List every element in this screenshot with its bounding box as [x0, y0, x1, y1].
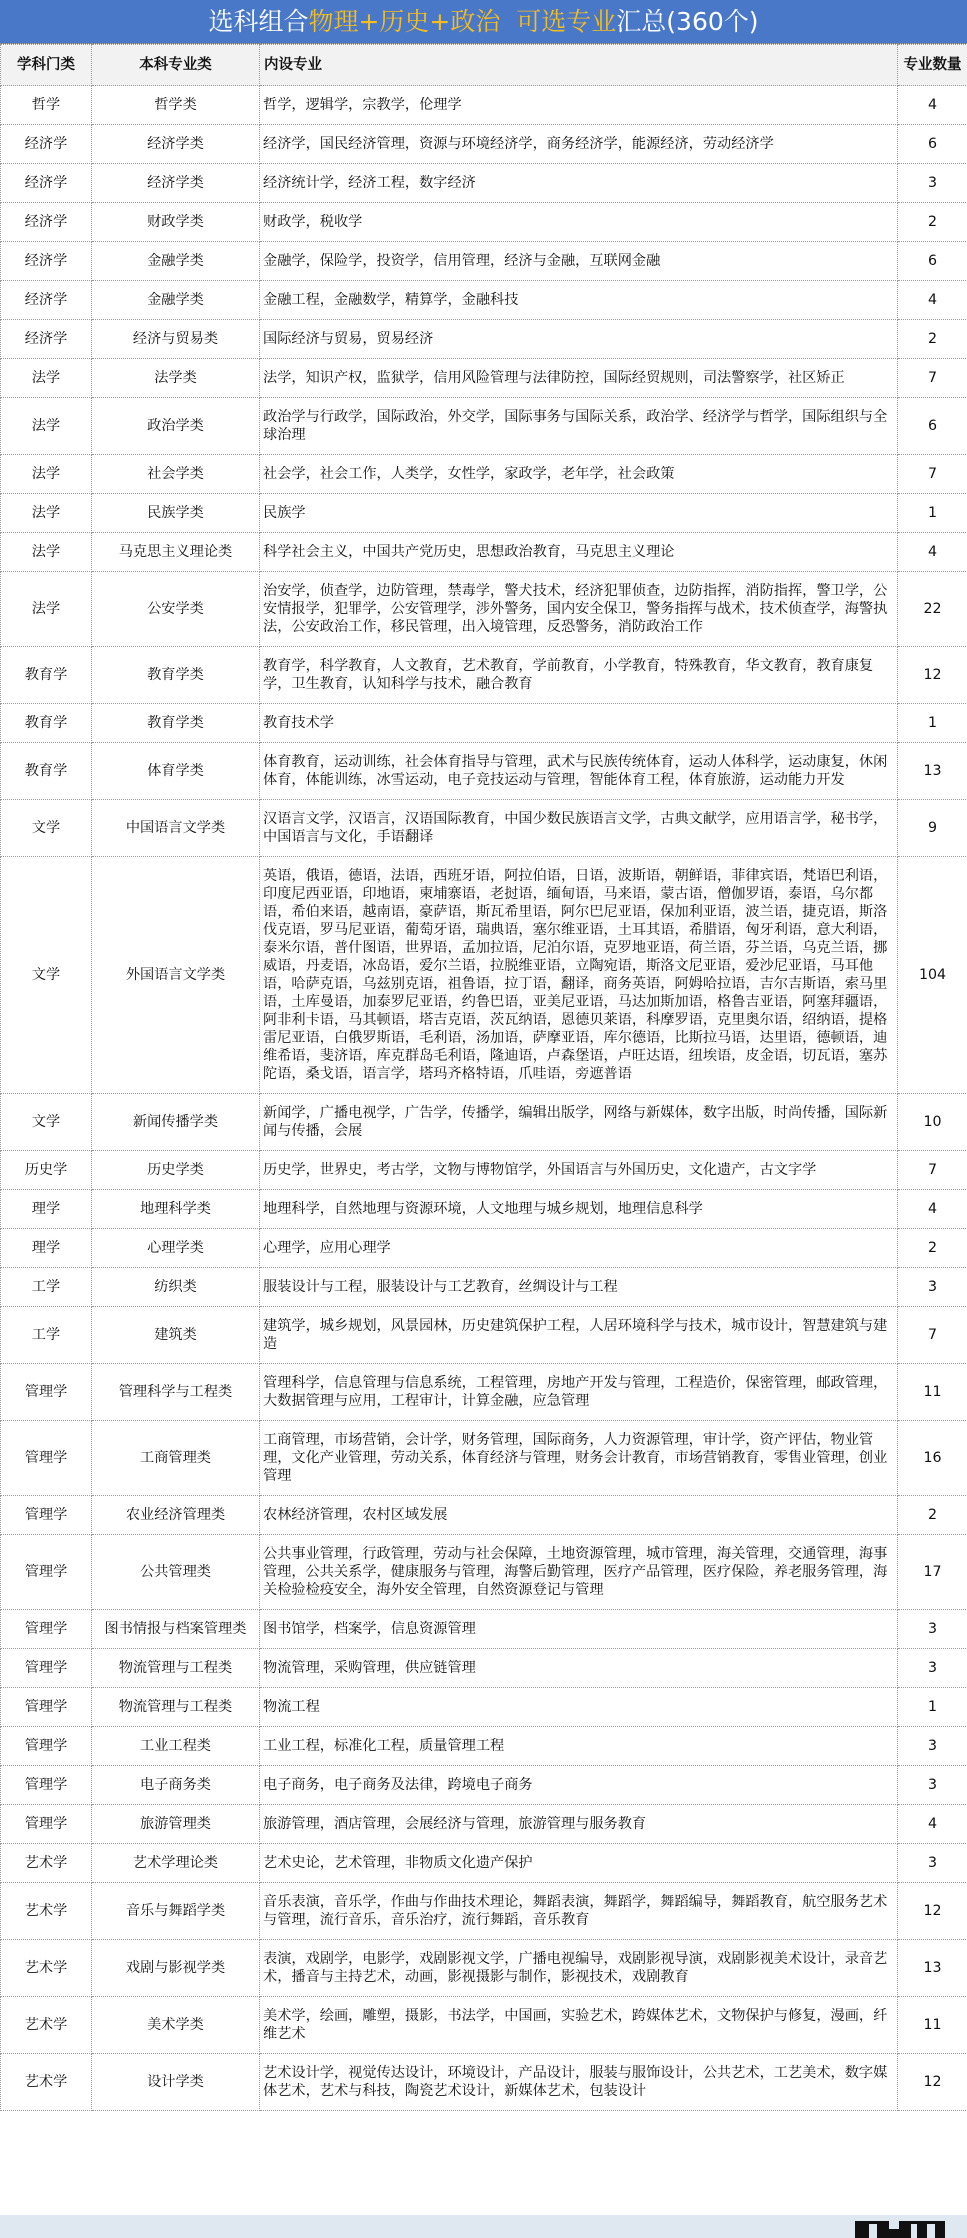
category-cell: 法学: [1, 533, 92, 572]
majors-cell: 物流管理，采购管理，供应链管理: [260, 1649, 898, 1688]
category-cell: 经济学: [1, 125, 92, 164]
count-cell: 11: [898, 1997, 967, 2054]
page-title: [0, 0, 967, 44]
majors-cell: 教育学，科学教育，人文教育，艺术教育，学前教育，小学教育，特殊教育，华文教育，教育康复学，卫生教育，认知科学与技术，融合教育: [260, 647, 898, 704]
category-cell: 哲学: [1, 86, 92, 125]
category-cell: 法学: [1, 572, 92, 647]
header-major-class: 本科专业类: [92, 45, 260, 86]
majors-cell: 法学，知识产权，监狱学，信用风险管理与法律防控，国际经贸规则，司法警察学，社区矫正: [260, 359, 898, 398]
category-cell: 文学: [1, 800, 92, 857]
major-class-cell: 公安学类: [92, 572, 260, 647]
majors-cell: 图书馆学，档案学，信息资源管理: [260, 1610, 898, 1649]
majors-cell: 财政学，税收学: [260, 203, 898, 242]
major-class-cell: 金融学类: [92, 281, 260, 320]
category-cell: 经济学: [1, 320, 92, 359]
count-cell: 17: [898, 1535, 967, 1610]
table-row: [1, 1883, 967, 1940]
category-cell: 文学: [1, 1094, 92, 1151]
table-row: [1, 1688, 967, 1727]
major-class-cell: 金融学类: [92, 242, 260, 281]
category-cell: 管理学: [1, 1535, 92, 1610]
major-class-cell: 管理科学与工程类: [92, 1364, 260, 1421]
category-cell: 理学: [1, 1190, 92, 1229]
major-class-cell: 物流管理与工程类: [92, 1688, 260, 1727]
table-body: [1, 86, 967, 2111]
majors-cell: 体育教育，运动训练，社会体育指导与管理，武术与民族传统体育，运动人体科学，运动康复，休闲体育，体能训练，冰雪运动，电子竞技运动与管理，智能体育工程，体育旅游，运动能力开发: [260, 743, 898, 800]
major-class-cell: 电子商务类: [92, 1766, 260, 1805]
count-cell: 4: [898, 1190, 967, 1229]
table-row: [1, 1766, 967, 1805]
category-cell: 管理学: [1, 1766, 92, 1805]
category-cell: 教育学: [1, 743, 92, 800]
majors-cell: 经济学，国民经济管理，资源与环境经济学，商务经济学，能源经济，劳动经济学: [260, 125, 898, 164]
count-cell: 6: [898, 398, 967, 455]
category-cell: 管理学: [1, 1496, 92, 1535]
major-class-cell: 美术学类: [92, 1997, 260, 2054]
major-class-cell: 艺术学理论类: [92, 1844, 260, 1883]
majors-cell: 工业工程，标准化工程，质量管理工程: [260, 1727, 898, 1766]
count-cell: 12: [898, 647, 967, 704]
table-row: [1, 203, 967, 242]
table-row: [1, 1496, 967, 1535]
major-class-cell: 政治学类: [92, 398, 260, 455]
header-count: 专业数量: [898, 45, 967, 86]
table-row: [1, 1364, 967, 1421]
majors-cell: 心理学，应用心理学: [260, 1229, 898, 1268]
table-row: [1, 242, 967, 281]
category-cell: 历史学: [1, 1151, 92, 1190]
table-row: [1, 86, 967, 125]
count-cell: 104: [898, 857, 967, 1094]
count-cell: 1: [898, 494, 967, 533]
majors-cell: 工商管理，市场营销，会计学，财务管理，国际商务，人力资源管理，审计学，资产评估，物业管理，文化产业管理，劳动关系，体育经济与管理，财务会计教育，市场营销教育，零售业管理，创业管理: [260, 1421, 898, 1496]
count-cell: 12: [898, 2054, 967, 2111]
category-cell: 管理学: [1, 1610, 92, 1649]
major-class-cell: 经济与贸易类: [92, 320, 260, 359]
majors-cell: 哲学，逻辑学，宗教学，伦理学: [260, 86, 898, 125]
majors-cell: 物流工程: [260, 1688, 898, 1727]
count-cell: 3: [898, 1844, 967, 1883]
major-class-cell: 法学类: [92, 359, 260, 398]
count-cell: 12: [898, 1883, 967, 1940]
count-cell: 7: [898, 359, 967, 398]
major-class-cell: 中国语言文学类: [92, 800, 260, 857]
count-cell: 4: [898, 86, 967, 125]
major-class-cell: 新闻传播学类: [92, 1094, 260, 1151]
major-class-cell: 经济学类: [92, 164, 260, 203]
category-cell: 教育学: [1, 647, 92, 704]
majors-cell: 建筑学，城乡规划，风景园林，历史建筑保护工程，人居环境科学与技术，城市设计，智慧建筑与建造: [260, 1307, 898, 1364]
count-cell: 22: [898, 572, 967, 647]
majors-cell: 社会学，社会工作，人类学，女性学，家政学，老年学，社会政策: [260, 455, 898, 494]
count-cell: 2: [898, 1496, 967, 1535]
table-row: [1, 857, 967, 1094]
major-class-cell: 民族学类: [92, 494, 260, 533]
major-class-cell: 纺织类: [92, 1268, 260, 1307]
table-row: [1, 1649, 967, 1688]
major-class-cell: 哲学类: [92, 86, 260, 125]
majors-cell: 金融学，保险学，投资学，信用管理，经济与金融，互联网金融: [260, 242, 898, 281]
table-row: [1, 398, 967, 455]
count-cell: 3: [898, 1766, 967, 1805]
major-class-cell: 外国语言文学类: [92, 857, 260, 1094]
table-row: [1, 647, 967, 704]
title-prefix: 选科组合: [208, 7, 309, 36]
count-cell: 11: [898, 1364, 967, 1421]
count-cell: 3: [898, 1727, 967, 1766]
table-row: [1, 164, 967, 203]
major-class-cell: 农业经济管理类: [92, 1496, 260, 1535]
category-cell: 经济学: [1, 281, 92, 320]
table-row: [1, 455, 967, 494]
majors-cell: 音乐表演，音乐学，作曲与作曲技术理论，舞蹈表演，舞蹈学，舞蹈编导，舞蹈教育，航空服务艺术与管理，流行音乐，音乐治疗，流行舞蹈，音乐教育: [260, 1883, 898, 1940]
major-class-cell: 历史学类: [92, 1151, 260, 1190]
table-row: [1, 743, 967, 800]
table-row: [1, 800, 967, 857]
majors-table: [0, 44, 967, 2111]
category-cell: 文学: [1, 857, 92, 1094]
major-class-cell: 地理科学类: [92, 1190, 260, 1229]
major-class-cell: 音乐与舞蹈学类: [92, 1883, 260, 1940]
major-class-cell: 心理学类: [92, 1229, 260, 1268]
majors-cell: 农林经济管理，农村区域发展: [260, 1496, 898, 1535]
title-optional-majors: 可选专业: [516, 7, 617, 36]
category-cell: 法学: [1, 455, 92, 494]
majors-cell: 治安学，侦查学，边防管理，禁毒学，警犬技术，经济犯罪侦查，边防指挥，消防指挥，警卫学，公安情报学，犯罪学，公安管理学，涉外警务，国内安全保卫，警务指挥与战术，技术侦查学，海警执法，公安政治工作，移民管理，出入境管理，反恐警务，消防政治工作: [260, 572, 898, 647]
table-row: [1, 1535, 967, 1610]
majors-cell: 英语，俄语，德语，法语，西班牙语，阿拉伯语，日语，波斯语，朝鲜语，菲律宾语，梵语巴利语，印度尼西亚语，印地语，柬埔寨语，老挝语，缅甸语，马来语，蒙古语，僧伽罗语，泰语，乌尔都语，希伯来语，越南语，豪萨语，斯瓦希里语，阿尔巴尼亚语，保加利亚语，波兰语，捷克语，斯洛伐克语，罗马尼亚语，葡萄牙语，瑞典语，塞尔维亚语，土耳其语，希腊语，匈牙利语，意大利语，泰米尔语，普什图语，世界语，孟加拉语，尼泊尔语，克罗地亚语，荷兰语，芬兰语，乌克兰语，挪威语，丹麦语，冰岛语，爱尔兰语，拉脱维亚语，立陶宛语，斯洛文尼亚语，爱沙尼亚语，马耳他语，哈萨克语，乌兹别克语，祖鲁语，拉丁语，翻译，商务英语，阿姆哈拉语，吉尔吉斯语，索马里语，土库曼语，加泰罗尼亚语，约鲁巴语，亚美尼亚语，马达加斯加语，格鲁吉亚语，阿塞拜疆语，阿非利卡语，马其顿语，塔吉克语，茨瓦纳语，恩德贝莱语，科摩罗语，克里奥尔语，绍纳语，提格雷尼亚语，白俄罗斯语，毛利语，汤加语，萨摩亚语，库尔德语，比斯拉马语，达里语，德顿语，迪维希语，斐济语，库克群岛毛利语，隆迪语，卢森堡语，卢旺达语，纽埃语，皮金语，切瓦语，塞苏陀语，桑戈语，语言学，塔玛齐格特语，爪哇语，旁遮普语: [260, 857, 898, 1094]
category-cell: 工学: [1, 1307, 92, 1364]
count-cell: 3: [898, 1649, 967, 1688]
majors-cell: 电子商务，电子商务及法律，跨境电子商务: [260, 1766, 898, 1805]
table-row: [1, 1610, 967, 1649]
count-cell: 3: [898, 1268, 967, 1307]
table-row: [1, 1229, 967, 1268]
count-cell: 3: [898, 1610, 967, 1649]
majors-cell: 教育技术学: [260, 704, 898, 743]
majors-cell: 科学社会主义，中国共产党历史，思想政治教育，马克思主义理论: [260, 533, 898, 572]
footer-band: [0, 2215, 967, 2238]
majors-cell: 金融工程，金融数学，精算学，金融科技: [260, 281, 898, 320]
table-row: [1, 1844, 967, 1883]
major-class-cell: 工业工程类: [92, 1727, 260, 1766]
table-row: [1, 281, 967, 320]
category-cell: 经济学: [1, 203, 92, 242]
table-row: [1, 2054, 967, 2111]
major-class-cell: 教育学类: [92, 647, 260, 704]
category-cell: 管理学: [1, 1364, 92, 1421]
count-cell: 2: [898, 320, 967, 359]
table-row: [1, 1190, 967, 1229]
category-cell: 艺术学: [1, 1844, 92, 1883]
count-cell: 16: [898, 1421, 967, 1496]
table-row: [1, 320, 967, 359]
category-cell: 管理学: [1, 1421, 92, 1496]
count-cell: 4: [898, 533, 967, 572]
category-cell: 经济学: [1, 164, 92, 203]
count-cell: 6: [898, 242, 967, 281]
major-class-cell: 工商管理类: [92, 1421, 260, 1496]
category-cell: 管理学: [1, 1688, 92, 1727]
table-row: [1, 572, 967, 647]
category-cell: 艺术学: [1, 2054, 92, 2111]
category-cell: 艺术学: [1, 1997, 92, 2054]
major-class-cell: 图书情报与档案管理类: [92, 1610, 260, 1649]
major-class-cell: 物流管理与工程类: [92, 1649, 260, 1688]
category-cell: 工学: [1, 1268, 92, 1307]
count-cell: 1: [898, 704, 967, 743]
majors-cell: 经济统计学，经济工程，数字经济: [260, 164, 898, 203]
table-row: [1, 1421, 967, 1496]
table-row: [1, 359, 967, 398]
majors-cell: 国际经济与贸易，贸易经济: [260, 320, 898, 359]
category-cell: 艺术学: [1, 1940, 92, 1997]
majors-cell: 历史学，世界史，考古学，文物与博物馆学，外国语言与外国历史，文化遗产，古文字学: [260, 1151, 898, 1190]
header-category: 学科门类: [1, 45, 92, 86]
major-class-cell: 建筑类: [92, 1307, 260, 1364]
table-row: [1, 1940, 967, 1997]
category-cell: 法学: [1, 494, 92, 533]
majors-cell: 公共事业管理，行政管理，劳动与社会保障，土地资源管理，城市管理，海关管理，交通管理，海事管理，公共关系学，健康服务与管理，海警后勤管理，医疗产品管理，医疗保险，养老服务管理，海关检验检疫安全，海外安全管理，自然资源登记与管理: [260, 1535, 898, 1610]
majors-cell: 民族学: [260, 494, 898, 533]
majors-cell: 汉语言文学，汉语言，汉语国际教育，中国少数民族语言文学，古典文献学，应用语言学，秘书学，中国语言与文化，手语翻译: [260, 800, 898, 857]
table-row: [1, 1727, 967, 1766]
table-row: [1, 1997, 967, 2054]
count-cell: 4: [898, 1805, 967, 1844]
major-class-cell: 经济学类: [92, 125, 260, 164]
count-cell: 2: [898, 203, 967, 242]
header-majors: 内设专业: [260, 45, 898, 86]
count-cell: 13: [898, 1940, 967, 1997]
major-class-cell: 社会学类: [92, 455, 260, 494]
majors-cell: 艺术史论，艺术管理，非物质文化遗产保护: [260, 1844, 898, 1883]
category-cell: 管理学: [1, 1727, 92, 1766]
count-cell: 13: [898, 743, 967, 800]
count-cell: 3: [898, 164, 967, 203]
category-cell: 法学: [1, 398, 92, 455]
major-class-cell: 财政学类: [92, 203, 260, 242]
majors-cell: 政治学与行政学，国际政治，外交学，国际事务与国际关系，政治学、经济学与哲学，国际组织与全球治理: [260, 398, 898, 455]
table-row: [1, 125, 967, 164]
count-cell: 10: [898, 1094, 967, 1151]
major-class-cell: 公共管理类: [92, 1535, 260, 1610]
table-row: [1, 1805, 967, 1844]
major-class-cell: 设计学类: [92, 2054, 260, 2111]
count-cell: 4: [898, 281, 967, 320]
majors-cell: 新闻学，广播电视学，广告学，传播学，编辑出版学，网络与新媒体，数字出版，时尚传播，国际新闻与传播，会展: [260, 1094, 898, 1151]
title-summary: 汇总(360个): [616, 7, 759, 36]
table-row: [1, 1307, 967, 1364]
count-cell: 7: [898, 455, 967, 494]
majors-cell: 服装设计与工程，服装设计与工艺教育，丝绸设计与工程: [260, 1268, 898, 1307]
category-cell: 法学: [1, 359, 92, 398]
category-cell: 管理学: [1, 1805, 92, 1844]
count-cell: 1: [898, 1688, 967, 1727]
majors-cell: 地理科学，自然地理与资源环境，人文地理与城乡规划，地理信息科学: [260, 1190, 898, 1229]
majors-cell: 旅游管理，酒店管理，会展经济与管理，旅游管理与服务教育: [260, 1805, 898, 1844]
table-row: [1, 1268, 967, 1307]
count-cell: 7: [898, 1307, 967, 1364]
count-cell: 7: [898, 1151, 967, 1190]
title-subjects: 物理+历史+政治: [308, 7, 501, 36]
table-row: [1, 533, 967, 572]
count-cell: 9: [898, 800, 967, 857]
major-class-cell: 体育学类: [92, 743, 260, 800]
major-class-cell: 旅游管理类: [92, 1805, 260, 1844]
table-row: [1, 1151, 967, 1190]
major-class-cell: 教育学类: [92, 704, 260, 743]
table-row: [1, 704, 967, 743]
count-cell: 2: [898, 1229, 967, 1268]
majors-cell: 艺术设计学，视觉传达设计，环境设计，产品设计，服装与服饰设计，公共艺术，工艺美术，数字媒体艺术，艺术与科技，陶瓷艺术设计，新媒体艺术，包装设计: [260, 2054, 898, 2111]
category-cell: 艺术学: [1, 1883, 92, 1940]
majors-cell: 管理科学，信息管理与信息系统，工程管理，房地产开发与管理，工程造价，保密管理，邮政管理，大数据管理与应用，工程审计，计算金融，应急管理: [260, 1364, 898, 1421]
count-cell: 6: [898, 125, 967, 164]
table-row: [1, 494, 967, 533]
table-header-row: [1, 45, 967, 86]
qr-code-icon: [855, 2221, 945, 2238]
category-cell: 教育学: [1, 704, 92, 743]
category-cell: 理学: [1, 1229, 92, 1268]
major-class-cell: 戏剧与影视学类: [92, 1940, 260, 1997]
category-cell: 经济学: [1, 242, 92, 281]
category-cell: 管理学: [1, 1649, 92, 1688]
majors-cell: 表演，戏剧学，电影学，戏剧影视文学，广播电视编导，戏剧影视导演，戏剧影视美术设计，录音艺术，播音与主持艺术，动画，影视摄影与制作，影视技术，戏剧教育: [260, 1940, 898, 1997]
majors-cell: 美术学，绘画，雕塑，摄影，书法学，中国画，实验艺术，跨媒体艺术，文物保护与修复，漫画，纤维艺术: [260, 1997, 898, 2054]
major-class-cell: 马克思主义理论类: [92, 533, 260, 572]
table-row: [1, 1094, 967, 1151]
